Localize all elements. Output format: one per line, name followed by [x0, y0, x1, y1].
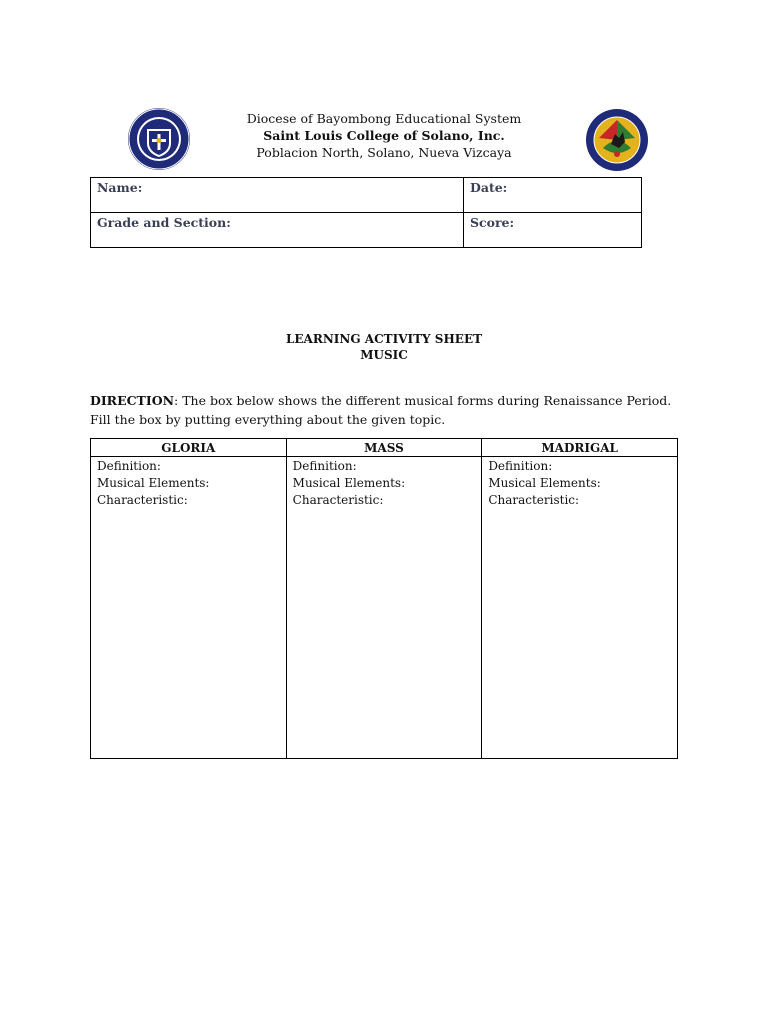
score-label: Score:	[470, 215, 515, 230]
direction-label: DIRECTION	[90, 393, 175, 408]
definition-label: Definition:	[488, 459, 553, 473]
madrigal-answer-cell[interactable]	[482, 457, 678, 759]
column-header-gloria: GLORIA	[91, 439, 287, 457]
musical-elements-label: Musical Elements:	[292, 476, 406, 490]
mass-answer-cell[interactable]	[286, 457, 482, 759]
characteristic-label: Characteristic:	[292, 493, 384, 507]
sheet-title-line1: LEARNING ACTIVITY SHEET	[285, 332, 483, 346]
school-header	[0, 110, 768, 161]
definition-label: Definition:	[292, 459, 357, 473]
sheet-subject: MUSIC	[360, 348, 408, 362]
grade-section-label: Grade and Section:	[97, 215, 231, 230]
date-label: Date:	[470, 180, 508, 195]
score-field[interactable]	[464, 213, 642, 248]
student-info-table	[90, 177, 642, 248]
column-header-madrigal: MADRIGAL	[482, 439, 678, 457]
musical-forms-table	[90, 438, 678, 759]
column-header-mass: MASS	[286, 439, 482, 457]
sheet-title	[0, 331, 768, 363]
school-name: Saint Louis College of Solano, Inc.	[263, 128, 505, 143]
direction-text: : The box below shows the different musical forms during Renaissance Period. Fill the box by putting everything about the given topic.	[90, 393, 672, 427]
gloria-answer-cell[interactable]	[91, 457, 287, 759]
name-field[interactable]	[91, 178, 464, 213]
direction-paragraph	[90, 391, 680, 429]
grade-section-field[interactable]	[91, 213, 464, 248]
definition-label: Definition:	[97, 459, 161, 473]
diocese-name: Diocese of Bayombong Educational System	[246, 111, 522, 126]
school-address: Poblacion North, Solano, Nueva Vizcaya	[256, 145, 512, 160]
name-label: Name:	[97, 180, 143, 195]
musical-elements-label: Musical Elements:	[488, 476, 601, 490]
characteristic-label: Characteristic:	[97, 493, 188, 507]
musical-elements-label: Musical Elements:	[97, 476, 210, 490]
characteristic-label: Characteristic:	[488, 493, 580, 507]
date-field[interactable]	[464, 178, 642, 213]
